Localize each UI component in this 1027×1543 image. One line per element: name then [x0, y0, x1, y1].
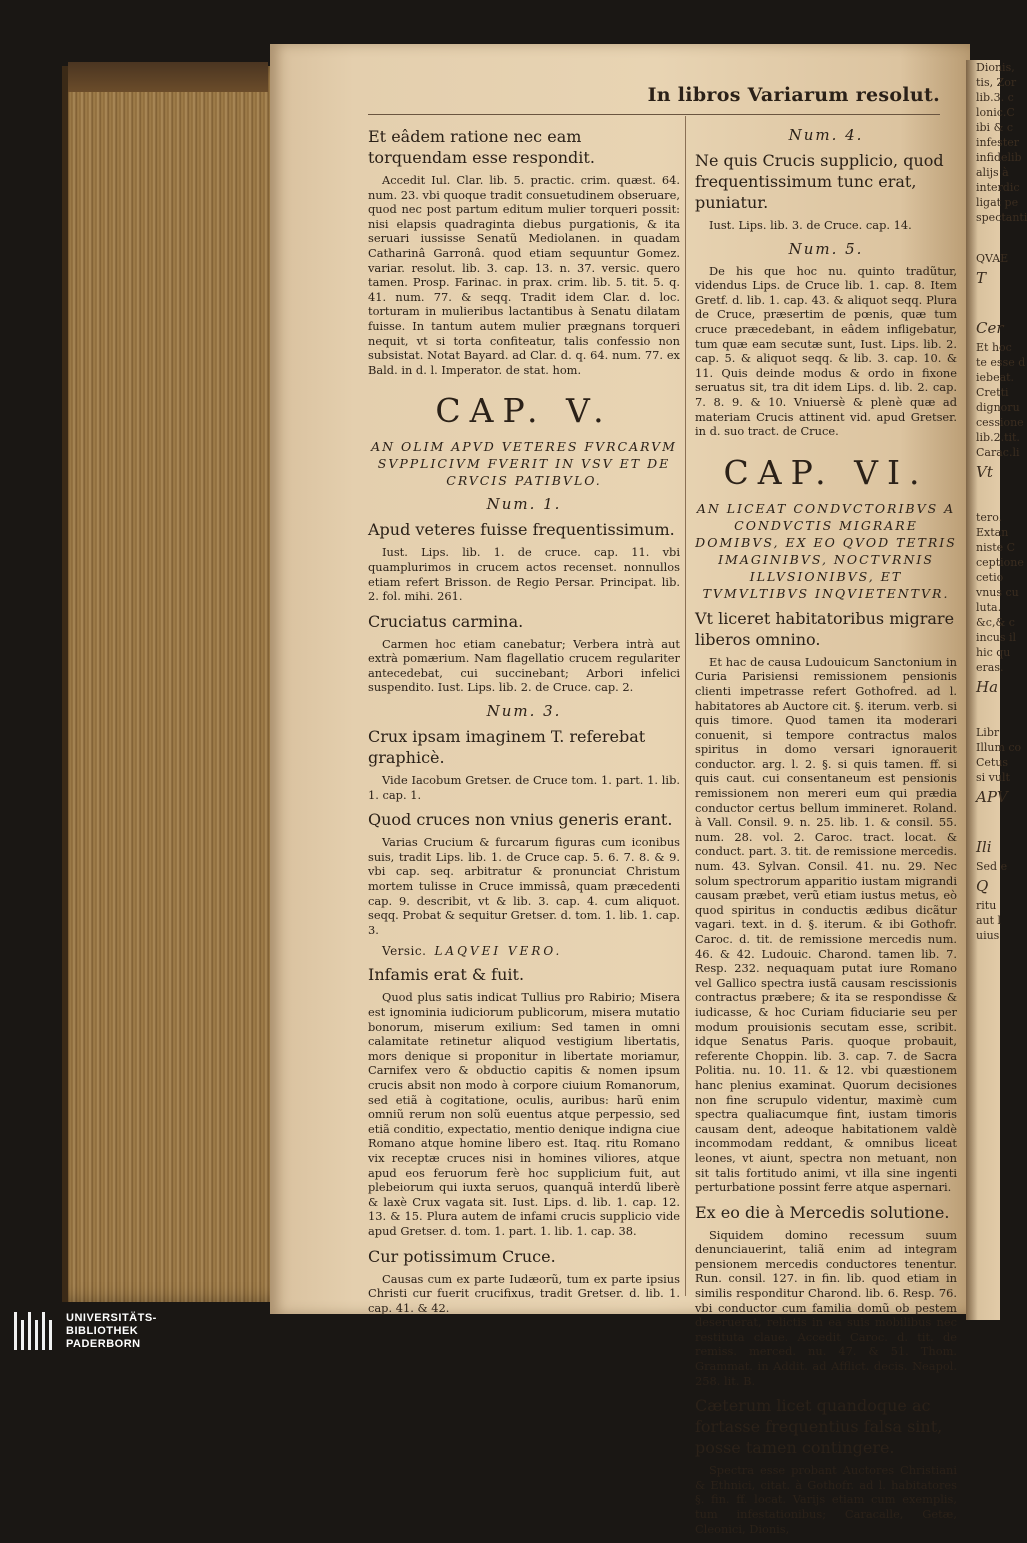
section-heading: Cæterum licet quandoque ac fortasse frequentius falsa sint, posse tamen contingere.: [695, 1396, 943, 1458]
facing-page-fragment: tero.: [976, 511, 1003, 524]
facing-page-fragment: Dionis,: [976, 61, 1015, 74]
facing-page-fragment: Q: [976, 877, 989, 895]
facing-page-fragment: cessione: [976, 416, 1024, 429]
facing-page-fragment: alijs à: [976, 166, 1009, 179]
logo-bar: [21, 1320, 24, 1350]
section-heading: Infamis erat & fuit.: [368, 965, 525, 985]
facing-page-fragment: ibi & c: [976, 121, 1014, 134]
facing-page-fragment: T: [976, 269, 987, 287]
facing-page-fragment: luta.: [976, 601, 1002, 614]
paragraph: Carmen hoc etiam canebatur; Verbera intrà aut extrà pomærium. Nam flagellatio crucem regulariter antecedebat, cui succinebant; Arbori infelici suspendito. Iust. Lips. lib. 2. de Cruce. cap. 2.: [368, 636, 680, 695]
paragraph: Iust. Lips. lib. 1. de cruce. cap. 11. vbi quamplurimos in crucem actos recenset. nonnullos etiam refert Brisson. de Regio Persar. Principat. lib. 2. fol. mihi. 261.: [368, 545, 680, 604]
logo-line: BIBLIOTHEK: [66, 1325, 139, 1337]
facing-page-fragment: &c,& c: [976, 616, 1015, 629]
paragraph: Spectra esse probant Auctores Christiani & Ethnici, citat. à Gothofr. ad l. habitatores §. fin. ff. locat. Varijs etiam cum exemplis, tum infestationibus; Caracalle, Getæ, Cleonici, Dionis,: [695, 1463, 957, 1536]
section-heading: Cruciatus carmina.: [368, 611, 524, 631]
facing-page-fragment: niste C: [976, 541, 1016, 554]
facing-page-fragment: hic qu: [976, 646, 1011, 659]
facing-page-fragment: Cetus: [976, 756, 1009, 769]
facing-page-fragment: infidelib: [976, 151, 1022, 164]
book-cover-top: [68, 62, 268, 92]
facing-page-gap: [966, 484, 1000, 510]
section-heading: Cur potissimum Cruce.: [368, 1246, 556, 1266]
facing-page-fragment: lonic.C: [976, 106, 1015, 119]
facing-page-fragment: Cer: [976, 319, 1004, 337]
facing-page-fragment: Libr: [976, 726, 1000, 739]
facing-page-gap: [966, 290, 1000, 316]
running-head: In libros Variarum resolut.: [647, 84, 940, 106]
book-fore-edge: [62, 66, 294, 1302]
paragraph: Vide Iacobum Gretser. de Cruce tom. 1. part. 1. lib. 1. cap. 1.: [368, 773, 680, 802]
facing-page-fragment: infester: [976, 136, 1020, 149]
facing-page-fragment: ligat pe: [976, 196, 1019, 209]
column-divider: [685, 116, 686, 1296]
facing-page-fragment: Sed e: [976, 860, 1008, 873]
number-heading: Num. 4.: [788, 126, 864, 144]
facing-page-fragment: ceptione: [976, 556, 1024, 569]
facing-page-fragment: lib.2.tit.: [976, 431, 1020, 444]
facing-page-fragment: Illum co: [976, 741, 1022, 754]
chapter-subtitle: AN OLIM APVD VETERES FVRCARVM SVPPLICIVM FVERIT IN VSV ET DE CRVCIS PATIBVLO.: [371, 439, 677, 489]
section-heading: Ex eo die à Mercedis solutione.: [695, 1202, 950, 1222]
number-heading: Num. 5.: [788, 239, 864, 258]
logo-line: PADERBORN: [66, 1338, 141, 1350]
facing-page-fragment: interdic: [976, 181, 1020, 194]
paragraph: Siquidem domino recessum suum denunciauerint, taliã enim ad integram pensionem mercedis conductores tenentur. Run. consil. 127. in fin. lib. quod etiam in similis responditur Charond. lib. 6. Resp. 76. vbi conductor cum familia domũ ob pestem deseruerat, relictis in ea suis mobilibus nec restituta claue. Accedit Caroc. d. tit. de remiss. merced. nu. 47. & 51. Thom. Grammat. in Addit. ad Afflict. decis. Neapol. 258. lit. B.: [695, 1227, 957, 1388]
library-logo: [14, 1312, 194, 1356]
paragraph: Causas cum ex parte Iudæorũ, tum ex parte ipsius Christi cur fuerit crucifixus, tradit Gretser. d. lib. 1. cap. 41. & 42.: [368, 1271, 680, 1315]
facing-page-fragment: incus il: [976, 631, 1017, 644]
head-rule: [368, 114, 940, 115]
facing-page-fragment: si vult: [976, 771, 1010, 784]
section-heading: Et eâdem ratione nec eam torquendam esse respondit.: [368, 127, 595, 167]
facing-page-fragment: APV: [976, 788, 1008, 806]
facing-page-fragment: Ili: [976, 838, 992, 856]
paragraph: Varias Crucium & furcarum figuras cum iconibus suis, tradit Lips. lib. 1. de Cruce cap. 5. 6. 7. 8. & 9. vbi cap. seq. arbitratur & pronunciat Christum mortem tulisse in Cruce immissâ, quam præcedenti cap. 9. describit, vt & lib. 3. cap. 4. cum aliquot. seqq. Probat & sequitur Gretser. d. tom. 1. lib. 1. cap. 3.: [368, 835, 680, 937]
logo-bar: [49, 1320, 52, 1350]
facing-page-fragment: uius: [976, 929, 1000, 942]
paragraph: Quod plus satis indicat Tullius pro Rabirio; Misera est ignominia iudiciorum publicorum, misera mutatio bonorum, miserum exilium: Sed tamen in omni calamitate retinetur aliquod vestigium libertatis, mors denique si proponitur in libertate moriamur, Carnifex vero & obductio capitis & nomen ipsum crucis absit non modo à corpore ciuium Romanorum, sed etiã à cogitatione, oculis, auribus: harũ enim omniũ rerum non solũ euentus atque perpessio, sed etiã conditio, expectatio, mentio denique indigna ciue Romano atque homine libero est. Itaq. ritu Romano vix receptæ cruces nisi in homines viliores, atque apud eos feruorum ferè hoc supplicium fuit, aut plebeiorum qui iuxta seruos, quanquã interdũ liberè & laxè Crux vagata sit. Iust. Lips. d. lib. 1. cap. 12. 13. & 15. Plura autem de infami crucis supplicio vide apud Gretser. d. tom. 1. part. 1. lib. 1. cap. 38.: [368, 990, 680, 1238]
section-heading: Vt liceret habitatoribus migrare liberos omnino.: [695, 608, 955, 649]
facing-page-fragment: eras.: [976, 661, 1004, 674]
facing-page-gap: [966, 225, 1000, 251]
facing-page-fragment: Extan: [976, 526, 1009, 539]
chapter-subtitle: AN LICEAT CONDVCTORIBVS A CONDVCTIS MIGRARE DOMIBVS, EX EO QVOD TETRIS IMAGINIBVS, NOCTVRNIS ILLVSIONIBVS, ET TVMVLTIBVS INQVIETENTVR.: [695, 500, 957, 601]
paragraph: Iust. Lips. lib. 3. de Cruce. cap. 14.: [709, 218, 912, 232]
section-heading: Ne quis Crucis supplicio, quod frequentissimum tunc erat, puniatur.: [695, 151, 944, 212]
chapter-title: CAP. VI.: [723, 452, 929, 492]
versicle-line: [382, 944, 680, 958]
facing-page-fragment: te esse d: [976, 356, 1026, 369]
logo-bar: [28, 1312, 31, 1350]
paragraph: De his que hoc nu. quinto tradũtur, videndus Lips. de Cruce lib. 1. cap. 8. Item Gretf. d. lib. 1. cap. 43. & aliquot seqq. Plura de Cruce, præsertim de pœnis, quæ tum cruce præcedebant, in eâdem infligebatur, tum quæ eam secutæ sunt, Iust. Lips. lib. 2. cap. 5. & aliquot seqq. & lib. 3. cap. 10. & 11. Quis deinde modus & ordo in fixone seruatus sit, tra dit idem Lips. d. lib. 2. cap. 7. 8. 9. & 10. Vniuersè & plenè quæ ad materiam Crucis attinent vid. apud Gretser. in d. suo tract. de Cruce.: [695, 263, 957, 439]
versicle-text: LAQVEI VERO.: [434, 944, 563, 959]
facing-page-fragment: QVAE: [976, 252, 1009, 265]
facing-page-gap: [966, 809, 1000, 835]
book-page: [270, 44, 970, 1536]
logo-line: UNIVERSITÄTS-: [66, 1312, 157, 1324]
facing-page-fragment: aut l: [976, 914, 1002, 927]
paragraph: Accedit Iul. Clar. lib. 5. practic. crim. quæst. 64. num. 23. vbi quoque tradit consuetudinem obseruare, quod nec post partum editum mulier torqueri possit: nisi elapsis quadraginta diebus purgationis, & ita seruari iussisse Senatũ Mediolanen. in quadam Catharinâ Garronâ. quod etiam sequuntur Gomez. variar. resolut. lib. 3. cap. 13. n. 37. versic. quero tamen. Prosp. Farinac. in prax. crim. lib. 5. tit. 5. q. 41. num. 77. & seqq. Tradit idem Clar. d. loc. torturam in mulieribus lactantibus à Senatu dilatam fuisse. In tantum autem mulier prægnans torqueri nequit, vt si torta confiteatur, talis confessio non subsistat. Notat Bayard. ad Clar. d. q. 64. num. 77. ex Bald. in d. l. Imperator. de stat. hom.: [368, 173, 680, 377]
facing-page-fragment: iebeat.: [976, 371, 1015, 384]
left-column: [368, 120, 680, 1322]
versicle-label: Versic.: [382, 944, 427, 959]
right-column: [695, 120, 957, 1543]
facing-page-fragment: spectanti: [976, 211, 1027, 224]
section-heading: Crux ipsam imaginem T. referebat graphicè.: [368, 727, 646, 768]
number-heading: Num. 3.: [486, 702, 562, 721]
facing-page-fragment: lib.3. c: [976, 91, 1014, 104]
facing-page-fragment: Ha: [976, 678, 999, 696]
facing-page-fragment: Carac.li: [976, 446, 1020, 459]
paragraph: Et hac de causa Ludouicum Sanctonium in Curia Parisiensi remissionem pensionis clienti impetrasse refert Gothofred. ad l. habitatores ab Auctore cit. §. iterum. verb. si quis timore. Quod tamen ita moderari conuenit, si tempore contractus malos spiritus in domo versari ignorauerit conductor. arg. l. 2. §. si quis tamen. ff. si quis caut. cui consentaneum est pensionis remissionem non mereri eum qui prædia conductor certus bellum immineret. Roland. à Vall. Consil. 9. n. 25. lib. 1. & consil. 55. num. 28. vol. 2. Caroc. tract. locat. & conduct. part. 3. tit. de remissione mercedis. num. 43. Sylvan. Consil. 41. nu. 29. Nec solum spectrorum apparitio iustam migrandi causam præbet, verũ etiam iustus metus, eò quod spiritus in conductis ædibus dicãtur vagari. text. in d. §. iterum. & ibi Gothofr. Caroc. d. tit. de remissione mercedis num. 46. & 42. Ludouic. Charond. tamen lib. 7. Resp. 232. nequaquam putat iure Romano vel Gallico spectra iustã causam rescissionis contractus præbere; & ita se respondisse & iudicasse, & hoc Curiam fiduciarie seu per modum prouisionis secutam esse, scribit. idque Senatus Paris. quoque probauit, referente Choppin. lib. 3. cap. 7. de Sacra Politia. nu. 10. 11. & 12. vbi quæstionem hanc plenius examinat. Quorum decisiones non fine scrupulo videntur, maximè cum spectra qualiacumque fint, iustam timoris causam dent, adeoque habitationem valdè incommodam reddant, & omnibus liceat leones, vt aiunt, spectra non metuant, non sit talis fortitudo animi, vt illa sine ingenti perturbatione possint ferre atque aspernari.: [695, 654, 957, 1195]
facing-page-fragment: dignoru: [976, 401, 1020, 414]
number-heading: Num. 1.: [486, 495, 562, 514]
facing-page-fragment: cetio: [976, 571, 1004, 584]
section-heading: Quod cruces non vnius generis erant.: [368, 810, 673, 830]
facing-page-fragment: Cretti: [976, 386, 1009, 399]
logo-bar: [42, 1312, 45, 1350]
facing-page-gap: [966, 699, 1000, 725]
facing-page-fragment: Vt: [976, 463, 993, 481]
facing-page-fragment: tis, Zor: [976, 76, 1017, 89]
chapter-title: CAP. V.: [435, 391, 613, 431]
logo-bar: [35, 1320, 38, 1350]
facing-page-fragment: vnus cu: [976, 586, 1019, 599]
facing-page-fragment: ritu: [976, 899, 997, 912]
logo-text: [66, 1312, 157, 1351]
logo-bar: [14, 1312, 17, 1350]
facing-page-edge: [966, 60, 1027, 1320]
facing-page-fragment: Et hoc: [976, 341, 1012, 354]
section-heading: Apud veteres fuisse frequentissimum.: [368, 520, 675, 540]
